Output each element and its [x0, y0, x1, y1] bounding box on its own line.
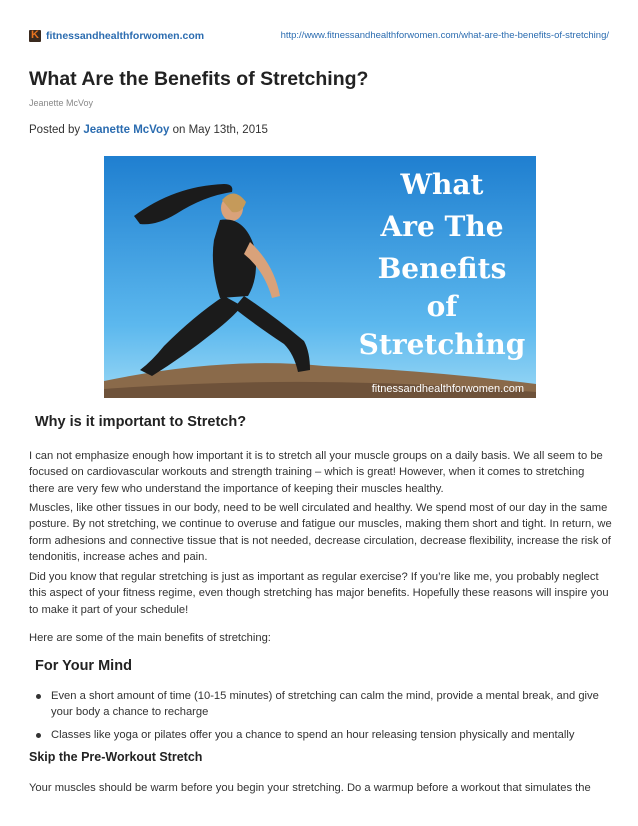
hero-watermark: fitnessandhealthforwomen.com [371, 383, 524, 395]
site-name-link[interactable]: fitnessandhealthforwomen.com [46, 30, 205, 42]
section-heading-skip-stretch: Skip the Pre-Workout Stretch [29, 750, 203, 764]
svg-text:of: of [426, 290, 458, 323]
paragraph: Did you know that regular stretching is just as important as regular exercise? If you’re like me, you probably neglect this aspect of your fitness regime, even though stretching has major benefits. Hopefully these reasons will inspire you to make it part of your schedule! [29, 571, 609, 616]
author-name: Jeanette McVoy [29, 98, 94, 108]
author-link[interactable]: Jeanette McVoy [83, 124, 170, 136]
list-item [29, 688, 612, 721]
section-heading-why-stretch: Why is it important to Stretch? [35, 414, 247, 430]
site-logo-icon: K [29, 30, 41, 42]
svg-text:What: What [400, 168, 484, 201]
posted-by-line [29, 124, 268, 136]
article-url-link[interactable]: http://www.fitnessandhealthforwomen.com/what-are-the-benefits-of-stretching/ [280, 30, 609, 41]
hero-photo-illustration [104, 156, 536, 398]
section-heading-for-your-mind: For Your Mind [35, 658, 132, 674]
article-title: What Are the Benefits of Stretching? [29, 68, 369, 90]
posted-date: on May 13th, 2015 [169, 124, 268, 136]
posted-prefix: Posted by [29, 124, 84, 136]
hero-image [104, 156, 536, 398]
list-item-text: Even a short amount of time (10-15 minutes) of stretching can calm the mind, provide a mental break, and give your body a chance to recharge [51, 690, 599, 719]
list-item-text: Classes like yoga or pilates offer you a chance to spend an hour releasing tension physically and mentally [51, 728, 575, 741]
paragraph: Muscles, like other tissues in our body, need to be well circulated and healthy. We spend most of our day in the same posture. By not stretching, we continue to overuse and fatigue our muscles, making them short and tight. In return, we form adhesions and connective tissue that is not needed, decrease circulation, decrease flexibility, increase the risk of tendonitis, increase aches and pain. [29, 502, 612, 564]
list-item [29, 727, 612, 743]
svg-text:Are The: Are The [380, 210, 504, 243]
paragraph: I can not emphasize enough how important it is to stretch all your muscle groups on a daily basis. We all seem to be focused on cardiovascular workouts and strength training – which is great! However, when it comes to stretching there are very few who understand the importance of keeping their muscles healthy. [29, 450, 603, 495]
paragraph: Here are some of the main benefits of stretching: [29, 632, 271, 644]
svg-text:Benefits: Benefits [377, 252, 507, 285]
page-header [29, 30, 609, 44]
benefits-list [29, 688, 612, 749]
bullet-icon [36, 694, 41, 699]
paragraph: Your muscles should be warm before you begin your stretching. Do a warmup before a workout that simulates the [29, 782, 591, 794]
bullet-icon [36, 733, 41, 738]
svg-text:Stretching: Stretching [358, 328, 526, 361]
